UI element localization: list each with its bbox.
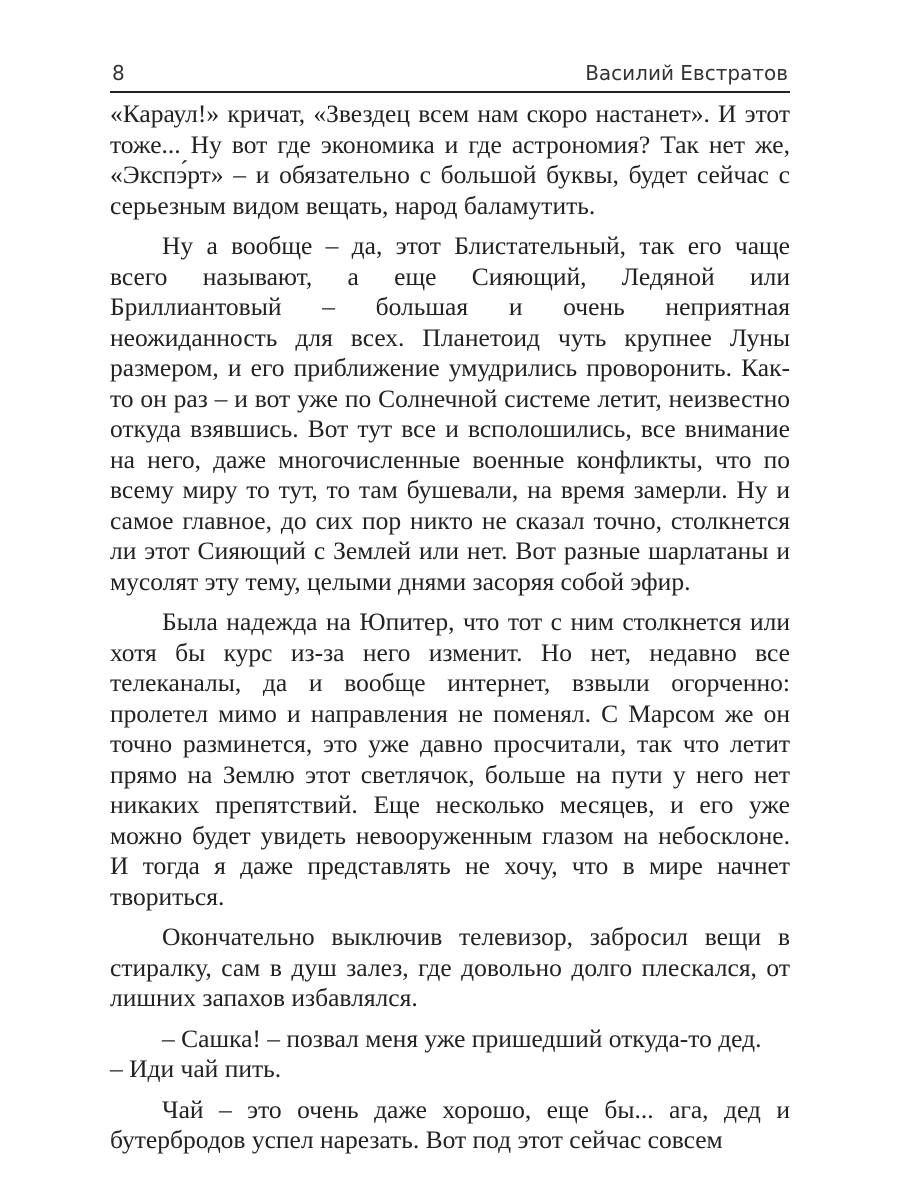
paragraph: Окончательно выключив телевизор, забросил вещи в стиралку, сам в душ залез, где довольно долго плескался, от лишних запахов избавлялся. xyxy=(110,922,790,1012)
dialogue-line: – Сашка! – позвал меня уже пришедший откуда-то дед. xyxy=(162,1023,762,1053)
header-rule xyxy=(110,91,790,93)
body-text xyxy=(110,99,790,1156)
paragraph: Чай – это очень даже хорошо, еще бы... ага, дед и бутербродов успел нарезать. Вот под этот сейчас совсем xyxy=(110,1094,790,1154)
dialogue-line: – Иди чай пить. xyxy=(110,1054,282,1083)
page-number: 8 xyxy=(112,61,125,85)
paragraph: Ну а вообще – да, этот Блистательный, так его чаще всего называют, а еще Сияющий, Ледяной или Бриллиантовый – большая и очень неприятная неожиданность для всех. Планетоид чуть крупнее Луны размером, и его приближение умудрились проворонить. Как-то он раз – и вот уже по Солнечной системе летит, неизвестно откуда взявшись. Вот тут все и всполошились, все внимание на него, даже многочисленные военные конфликты, что по всему миру то тут, то там бушевали, на время замерли. Ну и самое главное, до сих пор никто не сказал точно, столкнется ли этот Сияющий с Землей или нет. Вот разные шарлатаны и мусолят эту тему, целыми днями засоряя собой эфир. xyxy=(110,231,790,596)
paragraph: «Караул!» кричат, «Звездец всем нам скоро настанет». И этот тоже... Ну вот где экономика и где астрономия? Так нет же, «Экспэ́рт» – и обязательно с большой буквы, будет сейчас с серьезным видом вещать, народ баламутить. xyxy=(110,99,790,220)
book-page xyxy=(110,55,790,1166)
paragraph: Была надежда на Юпитер, что тот с ним столкнется или хотя бы курс из-за него изменит. Но нет, недавно все телеканалы, да и вообще интернет, взвыли огорченно: пролетел мимо и направления не поменял. С Марсом же он точно разминется, это уже давно просчитали, так что летит прямо на Землю этот светлячок, больше на пути у него нет никаких препятствий. Еще несколько месяцев, и его уже можно будет увидеть невооруженным глазом на небосклоне. И тогда я даже представлять не хочу, что в мире начнет твориться. xyxy=(110,607,790,911)
running-header xyxy=(110,55,790,85)
running-title: Василий Евстратов xyxy=(585,61,788,85)
